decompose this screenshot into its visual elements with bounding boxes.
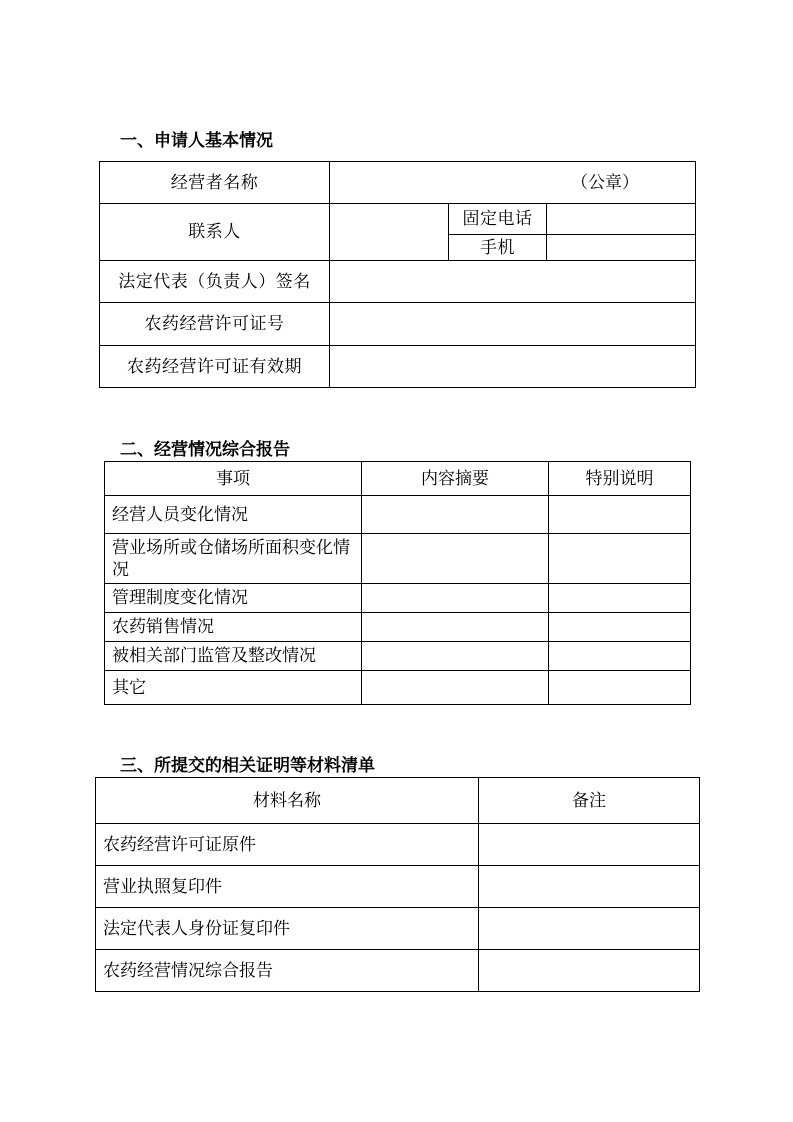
report-row-summary[interactable]	[362, 613, 549, 642]
mobile-field[interactable]	[547, 235, 696, 261]
contact-field[interactable]	[330, 204, 449, 261]
report-row-note[interactable]	[549, 671, 691, 705]
section3-heading: 三、所提交的相关证明等材料清单	[120, 756, 375, 776]
landline-field[interactable]	[547, 204, 696, 235]
material-row-name: 法定代表人身份证复印件	[96, 908, 479, 950]
report-row-label: 管理制度变化情况	[105, 584, 362, 613]
section1-heading: 一、申请人基本情况	[120, 131, 273, 151]
report-row-summary[interactable]	[362, 584, 549, 613]
license-no-field[interactable]	[330, 303, 696, 346]
materials-header-remark: 备注	[479, 778, 700, 824]
report-header-note: 特别说明	[549, 462, 691, 496]
report-row-note[interactable]	[549, 613, 691, 642]
report-row-note[interactable]	[549, 534, 691, 584]
materials-table	[95, 777, 700, 992]
legal-rep-sign-label: 法定代表（负责人）签名	[100, 261, 330, 303]
license-validity-label: 农药经营许可证有效期	[100, 346, 330, 388]
material-row-remark[interactable]	[479, 866, 700, 908]
material-row-name: 营业执照复印件	[96, 866, 479, 908]
report-header-item: 事项	[105, 462, 362, 496]
legal-rep-sign-field[interactable]	[330, 261, 696, 303]
report-row-label: 其它	[105, 671, 362, 705]
report-row-summary[interactable]	[362, 671, 549, 705]
contact-label: 联系人	[100, 204, 330, 261]
report-row-summary[interactable]	[362, 496, 549, 534]
landline-label: 固定电话	[449, 204, 547, 235]
material-row-remark[interactable]	[479, 908, 700, 950]
materials-header-name: 材料名称	[96, 778, 479, 824]
seal-note: （公章）	[571, 172, 640, 193]
applicant-info-table	[99, 161, 696, 388]
report-row-label: 营业场所或仓储场所面积变化情况	[105, 534, 362, 584]
operator-name-field[interactable]	[330, 162, 696, 204]
mobile-label: 手机	[449, 235, 547, 261]
report-row-note[interactable]	[549, 496, 691, 534]
report-row-summary[interactable]	[362, 642, 549, 671]
business-report-table	[104, 461, 691, 705]
material-row-remark[interactable]	[479, 824, 700, 866]
material-row-name: 农药经营情况综合报告	[96, 950, 479, 992]
section2-heading: 二、经营情况综合报告	[120, 440, 290, 460]
license-no-label: 农药经营许可证号	[100, 303, 330, 346]
report-row-label: 被相关部门监管及整改情况	[105, 642, 362, 671]
report-row-summary[interactable]	[362, 534, 549, 584]
report-row-note[interactable]	[549, 584, 691, 613]
report-row-label: 经营人员变化情况	[105, 496, 362, 534]
report-header-summary: 内容摘要	[362, 462, 549, 496]
material-row-remark[interactable]	[479, 950, 700, 992]
material-row-name: 农药经营许可证原件	[96, 824, 479, 866]
report-row-label: 农药销售情况	[105, 613, 362, 642]
operator-name-label: 经营者名称	[100, 162, 330, 204]
license-validity-field[interactable]	[330, 346, 696, 388]
report-row-note[interactable]	[549, 642, 691, 671]
